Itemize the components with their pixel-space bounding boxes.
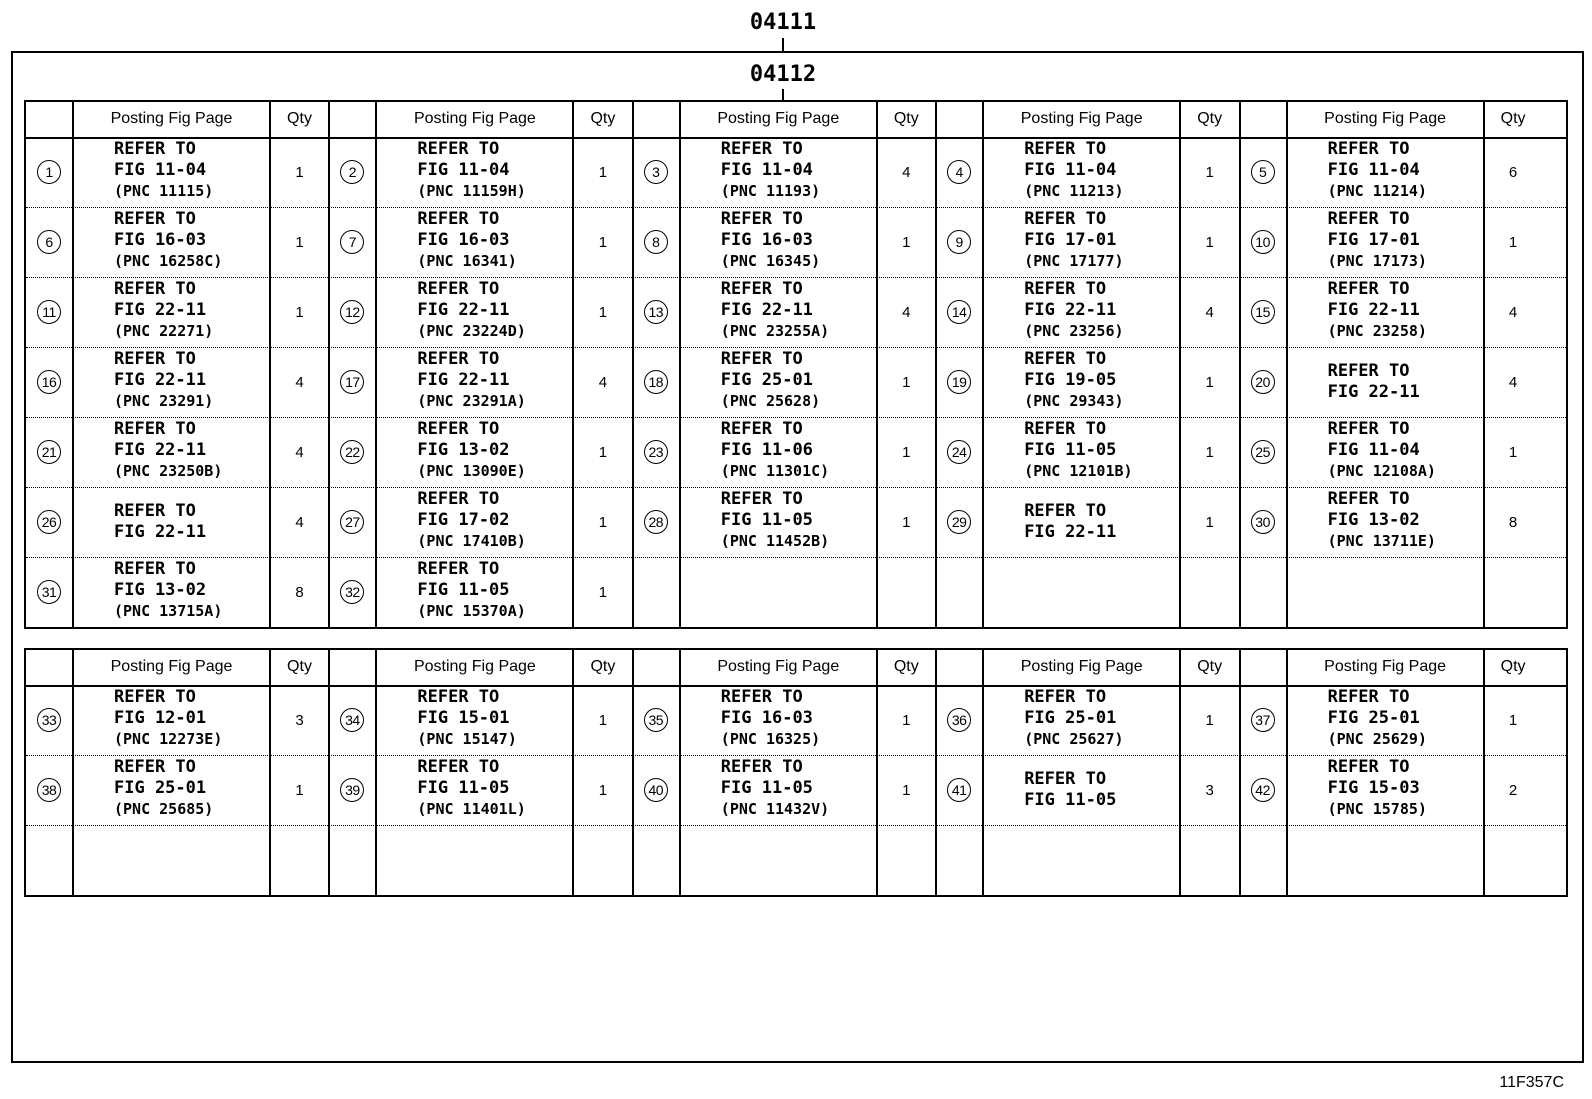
fig-reference: FIG 11-05 [417,580,510,600]
qty-header: Qty [287,110,312,127]
posting-reference [114,561,222,619]
quantity: 3 [1205,782,1214,799]
fig-reference: FIG 22-11 [417,300,510,320]
pnc-reference: (PNC 25685) [114,800,214,818]
pnc-reference: (PNC 11401L) [417,800,526,818]
callout-number: 37 [1251,708,1275,732]
posting-reference [114,351,213,409]
callout-number: 6 [37,230,61,254]
refer-to-text: REFER TO [1024,419,1107,439]
refer-to-text: REFER TO [720,757,803,777]
pnc-reference: (PNC 16325) [720,730,821,748]
pnc-reference: (PNC 23291A) [417,392,526,410]
pnc-reference: (PNC 23256) [1024,322,1124,340]
refer-to-text: REFER TO [417,139,500,159]
fig-reference: FIG 17-01 [1024,230,1117,250]
refer-to-text: REFER TO [114,209,196,229]
fig-reference: FIG 22-11 [1024,522,1117,542]
posting-reference [417,351,525,409]
callout-number: 25 [1251,440,1275,464]
figure-code: 11F357C [1499,1074,1564,1091]
column-divider [572,102,574,627]
outer-kit-number: 04111 [749,10,817,35]
posting-reference [721,351,820,409]
callout-number: 21 [37,440,61,464]
posting-reference [1328,689,1427,747]
fig-reference: FIG 16-03 [720,230,813,250]
qty-header: Qty [287,658,312,675]
fig-reference: FIG 11-04 [1327,440,1420,460]
qty-header: Qty [590,658,616,675]
row-rule [26,417,1566,418]
column-divider [1179,102,1181,627]
row-rule [26,487,1566,488]
fig-reference: FIG 13-02 [1327,510,1420,530]
callout-number: 28 [644,510,668,534]
refer-to-text: REFER TO [114,279,196,299]
fig-reference: FIG 16-03 [114,230,207,250]
posting-reference [114,759,213,817]
fig-reference: FIG 22-11 [1327,382,1420,402]
pnc-reference: (PNC 25627) [1024,730,1124,748]
posting-reference [721,211,820,269]
refer-to-text: REFER TO [1024,349,1107,369]
posting-fig-page-header: Posting Fig Page [717,110,840,127]
refer-to-text: REFER TO [417,489,500,509]
posting-fig-page-header: Posting Fig Page [1324,658,1447,675]
quantity: 4 [295,444,304,461]
pnc-reference: (PNC 15147) [417,730,517,748]
quantity: 1 [902,712,911,729]
refer-to-text: REFER TO [114,349,196,369]
posting-fig-page-header: Posting Fig Page [110,658,233,675]
row-rule [26,755,1566,756]
pnc-reference: (PNC 17177) [1024,252,1124,270]
quantity: 4 [295,374,304,391]
refer-to-text: REFER TO [720,687,803,707]
posting-fig-page-header: Posting Fig Page [717,658,840,675]
fig-reference: FIG 19-05 [1024,370,1117,390]
refer-to-text: REFER TO [1024,769,1107,789]
callout-number: 26 [37,510,61,534]
pnc-reference: (PNC 11452B) [720,532,830,550]
quantity: 8 [295,584,304,601]
fig-reference: FIG 11-04 [114,160,207,180]
quantity: 4 [295,514,304,531]
callout-number: 3 [644,160,668,184]
column-divider [1483,102,1485,627]
pnc-reference: (PNC 29343) [1024,392,1124,410]
posting-reference [1328,491,1436,549]
refer-to-text: REFER TO [720,279,803,299]
posting-reference [114,503,206,541]
callout-number: 29 [947,510,971,534]
pnc-reference: (PNC 16258C) [114,252,223,270]
refer-to-text: REFER TO [114,501,196,521]
column-divider [876,102,878,627]
callout-number: 22 [340,440,364,464]
callout-number: 18 [644,370,668,394]
refer-to-text: REFER TO [1024,279,1107,299]
refer-to-text: REFER TO [1024,209,1107,229]
quantity: 1 [1205,234,1214,251]
quantity: 1 [598,712,608,729]
fig-reference: FIG 22-11 [1327,300,1420,320]
pnc-reference: (PNC 11214) [1327,182,1427,200]
callout-number: 24 [947,440,971,464]
pnc-reference: (PNC 13715A) [114,602,223,620]
refer-to-text: REFER TO [720,489,803,509]
refer-to-text: REFER TO [1327,139,1410,159]
posting-reference [721,421,829,479]
column-divider [72,102,74,627]
pnc-reference: (PNC 13090E) [417,462,526,480]
callout-number: 23 [644,440,668,464]
callout-number: 42 [1251,778,1275,802]
callout-number: 36 [947,708,971,732]
group-divider [328,102,330,627]
posting-reference [721,281,829,339]
refer-to-text: REFER TO [1327,361,1410,381]
fig-reference: FIG 11-05 [417,778,510,798]
callout-number: 33 [37,708,61,732]
group-divider [935,102,937,627]
posting-reference [1024,689,1123,747]
pnc-reference: (PNC 16341) [417,252,517,270]
refer-to-text: REFER TO [417,209,500,229]
pnc-reference: (PNC 15785) [1327,800,1427,818]
fig-reference: FIG 11-05 [720,510,813,530]
fig-reference: FIG 22-11 [417,370,510,390]
posting-reference [417,689,516,747]
fig-reference: FIG 11-04 [417,160,510,180]
column-divider [679,102,681,627]
refer-to-text: REFER TO [114,757,196,777]
callout-number: 11 [37,300,61,324]
quantity: 1 [1205,514,1214,531]
posting-reference [1328,421,1436,479]
quantity: 6 [1508,164,1518,181]
outer-kit-leader [782,38,784,51]
refer-to-text: REFER TO [1327,687,1410,707]
posting-reference [1024,351,1123,409]
posting-reference [1328,141,1427,199]
refer-to-text: REFER TO [417,559,500,579]
refer-to-text: REFER TO [1327,489,1410,509]
fig-reference: FIG 11-06 [720,440,813,460]
fig-reference: FIG 11-04 [720,160,813,180]
posting-reference [721,141,820,199]
quantity: 1 [1508,234,1518,251]
refer-to-text: REFER TO [1327,209,1410,229]
fig-reference: FIG 16-03 [417,230,510,250]
column-divider [269,102,271,627]
qty-header: Qty [1500,658,1526,675]
pnc-reference: (PNC 25628) [720,392,821,410]
refer-to-text: REFER TO [417,349,500,369]
quantity: 1 [598,304,608,321]
callout-number: 10 [1251,230,1275,254]
pnc-reference: (PNC 16345) [720,252,821,270]
callout-number: 8 [644,230,668,254]
quantity: 1 [902,782,911,799]
quantity: 2 [1508,782,1518,799]
pnc-reference: (PNC 12273E) [114,730,223,748]
callout-number: 15 [1251,300,1275,324]
refer-to-text: REFER TO [720,419,803,439]
qty-header: Qty [590,110,616,127]
callout-number: 38 [37,778,61,802]
fig-reference: FIG 25-01 [1327,708,1420,728]
fig-reference: FIG 15-01 [417,708,510,728]
quantity: 1 [1205,164,1214,181]
quantity: 1 [902,444,911,461]
quantity: 4 [902,304,911,321]
row-rule [26,825,1566,826]
pnc-reference: (PNC 11301C) [720,462,830,480]
posting-fig-page-header: Posting Fig Page [1324,110,1447,127]
callout-number: 19 [947,370,971,394]
callout-number: 9 [947,230,971,254]
callout-number: 2 [340,160,364,184]
column-divider [982,102,984,627]
pnc-reference: (PNC 17173) [1327,252,1427,270]
pnc-reference: (PNC 23258) [1327,322,1427,340]
qty-header: Qty [1500,110,1526,127]
posting-reference [721,759,829,817]
posting-reference [1024,281,1123,339]
quantity: 4 [598,374,608,391]
parts-table [24,648,1568,897]
quantity: 1 [1205,374,1214,391]
refer-to-text: REFER TO [417,687,500,707]
callout-number: 20 [1251,370,1275,394]
posting-reference [417,211,516,269]
posting-reference [417,281,525,339]
posting-fig-page-header: Posting Fig Page [413,658,536,675]
quantity: 1 [598,782,608,799]
posting-reference [417,561,525,619]
posting-fig-page-header: Posting Fig Page [413,110,536,127]
posting-reference [114,421,222,479]
refer-to-text: REFER TO [720,349,803,369]
quantity: 1 [598,164,608,181]
row-rule [26,557,1566,558]
refer-to-text: REFER TO [114,559,196,579]
refer-to-text: REFER TO [114,419,196,439]
pnc-reference: (PNC 11193) [720,182,821,200]
callout-number: 30 [1251,510,1275,534]
pnc-reference: (PNC 13711E) [1327,532,1436,550]
pnc-reference: (PNC 11115) [114,182,214,200]
pnc-reference: (PNC 12101B) [1024,462,1133,480]
refer-to-text: REFER TO [114,139,196,159]
quantity: 1 [295,164,304,181]
pnc-reference: (PNC 23250B) [114,462,223,480]
quantity: 4 [1508,374,1518,391]
quantity: 3 [295,712,304,729]
callout-number: 16 [37,370,61,394]
inner-kit-number: 04112 [749,62,817,87]
quantity: 1 [598,234,608,251]
fig-reference: FIG 22-11 [114,300,207,320]
posting-reference [1328,759,1427,817]
quantity: 1 [295,304,304,321]
refer-to-text: REFER TO [720,139,803,159]
callout-number: 40 [644,778,668,802]
fig-reference: FIG 11-05 [720,778,813,798]
quantity: 1 [598,514,608,531]
callout-number: 27 [340,510,364,534]
callout-number: 13 [644,300,668,324]
fig-reference: FIG 13-02 [417,440,510,460]
posting-reference [417,491,525,549]
quantity: 1 [902,374,911,391]
posting-reference [1328,281,1427,339]
pnc-reference: (PNC 15370A) [417,602,526,620]
refer-to-text: REFER TO [1327,757,1410,777]
posting-reference [1024,211,1123,269]
posting-reference [417,141,525,199]
posting-reference [1328,211,1427,269]
group-divider [1239,102,1241,627]
posting-reference [114,141,213,199]
posting-reference [1024,771,1116,809]
refer-to-text: REFER TO [720,209,803,229]
posting-reference [114,281,213,339]
quantity: 1 [598,444,608,461]
fig-reference: FIG 22-11 [114,370,207,390]
refer-to-text: REFER TO [1024,687,1107,707]
callout-number: 32 [340,580,364,604]
callout-number: 31 [37,580,61,604]
pnc-reference: (PNC 23224D) [417,322,526,340]
pnc-reference: (PNC 11213) [1024,182,1124,200]
fig-reference: FIG 17-01 [1327,230,1420,250]
quantity: 4 [1205,304,1214,321]
refer-to-text: REFER TO [114,687,196,707]
refer-to-text: REFER TO [1327,419,1410,439]
quantity: 4 [902,164,911,181]
fig-reference: FIG 22-11 [1024,300,1117,320]
refer-to-text: REFER TO [1024,139,1107,159]
qty-header: Qty [893,658,919,675]
pnc-reference: (PNC 17410B) [417,532,526,550]
callout-number: 12 [340,300,364,324]
quantity: 1 [295,782,304,799]
callout-number: 14 [947,300,971,324]
posting-reference [1328,363,1420,401]
posting-fig-page-header: Posting Fig Page [1020,110,1143,127]
posting-reference [721,491,829,549]
callout-number: 1 [37,160,61,184]
callout-number: 4 [947,160,971,184]
refer-to-text: REFER TO [417,279,500,299]
row-rule [26,347,1566,348]
column-divider [375,102,377,627]
row-rule [26,277,1566,278]
refer-to-text: REFER TO [417,419,500,439]
pnc-reference: (PNC 11432V) [720,800,830,818]
pnc-reference: (PNC 25629) [1327,730,1427,748]
posting-fig-page-header: Posting Fig Page [1020,658,1143,675]
quantity: 1 [1508,444,1518,461]
callout-number: 35 [644,708,668,732]
callout-number: 34 [340,708,364,732]
pnc-reference: (PNC 22271) [114,322,214,340]
quantity: 4 [1508,304,1518,321]
fig-reference: FIG 12-01 [114,708,207,728]
group-divider [632,102,634,627]
fig-reference: FIG 17-02 [417,510,510,530]
quantity: 1 [1205,712,1214,729]
quantity: 1 [1508,712,1518,729]
qty-header: Qty [893,110,919,127]
pnc-reference: (PNC 11159H) [417,182,526,200]
refer-to-text: REFER TO [1327,279,1410,299]
posting-reference [1024,421,1132,479]
callout-number: 17 [340,370,364,394]
posting-reference [721,689,820,747]
refer-to-text: REFER TO [417,757,500,777]
fig-reference: FIG 25-01 [720,370,813,390]
fig-reference: FIG 22-11 [114,522,207,542]
quantity: 8 [1508,514,1518,531]
fig-reference: FIG 25-01 [114,778,207,798]
callout-number: 7 [340,230,364,254]
quantity: 1 [902,234,911,251]
fig-reference: FIG 11-04 [1327,160,1420,180]
fig-reference: FIG 15-03 [1327,778,1420,798]
callout-number: 41 [947,778,971,802]
parts-table [24,100,1568,629]
quantity: 1 [1205,444,1214,461]
fig-reference: FIG 11-05 [1024,440,1117,460]
posting-reference [114,211,222,269]
row-rule [26,207,1566,208]
fig-reference: FIG 11-05 [1024,790,1117,810]
quantity: 1 [295,234,304,251]
quantity: 1 [598,584,608,601]
fig-reference: FIG 16-03 [720,708,813,728]
qty-header: Qty [1197,110,1223,127]
quantity: 1 [902,514,911,531]
pnc-reference: (PNC 23255A) [720,322,830,340]
posting-reference [417,759,525,817]
posting-reference [1024,503,1116,541]
posting-reference [1024,141,1123,199]
callout-number: 39 [340,778,364,802]
fig-reference: FIG 13-02 [114,580,207,600]
fig-reference: FIG 11-04 [1024,160,1117,180]
callout-number: 5 [1251,160,1275,184]
posting-fig-page-header: Posting Fig Page [110,110,233,127]
posting-reference [114,689,222,747]
fig-reference: FIG 22-11 [114,440,207,460]
fig-reference: FIG 25-01 [1024,708,1117,728]
qty-header: Qty [1197,658,1223,675]
column-divider [1286,102,1288,627]
pnc-reference: (PNC 23291) [114,392,214,410]
posting-reference [417,421,525,479]
fig-reference: FIG 22-11 [720,300,813,320]
pnc-reference: (PNC 12108A) [1327,462,1436,480]
refer-to-text: REFER TO [1024,501,1107,521]
